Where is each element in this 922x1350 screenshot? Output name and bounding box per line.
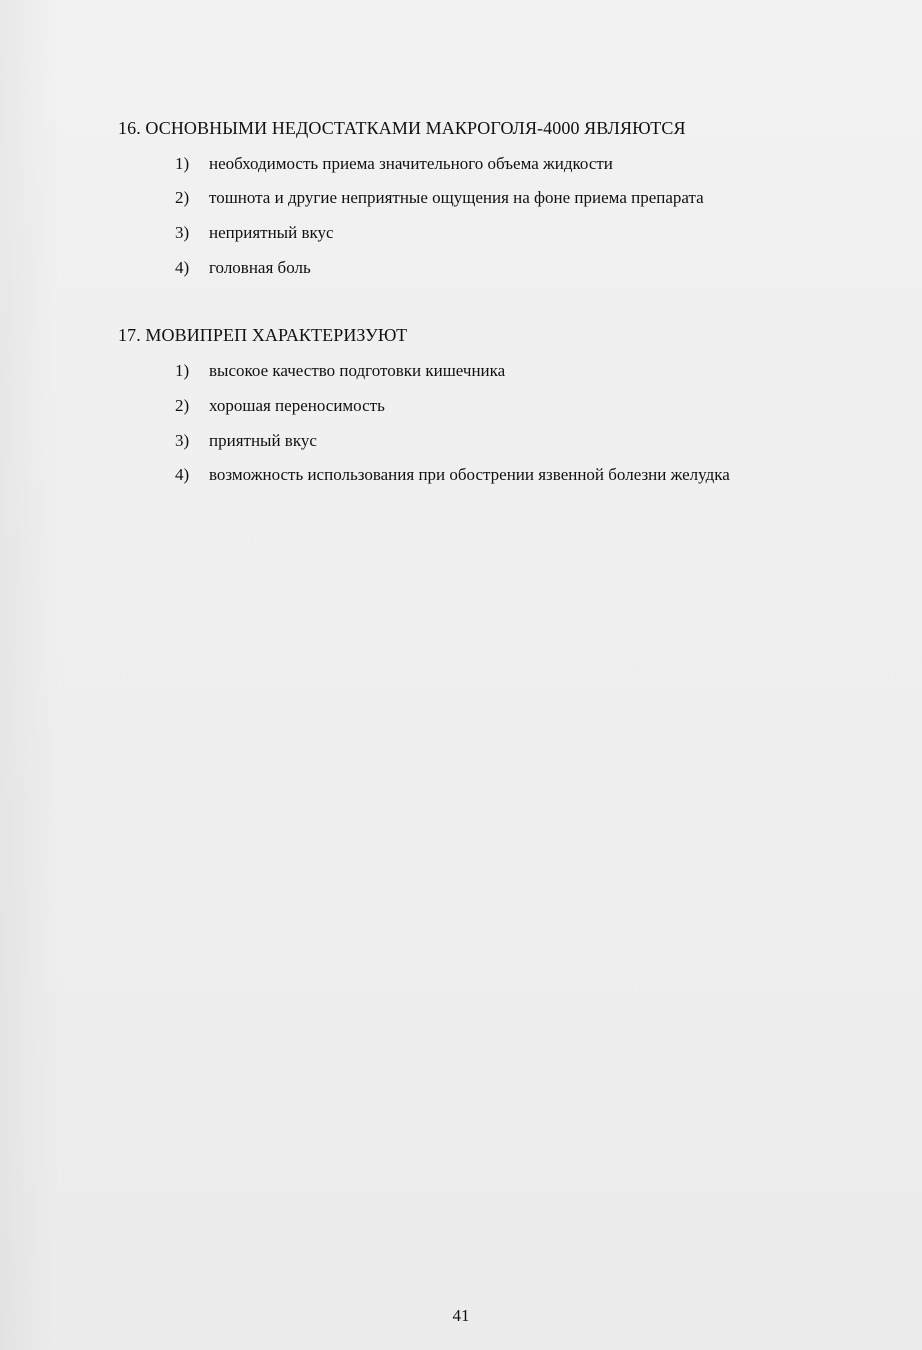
option-number: 2)	[175, 396, 190, 415]
question-title: 16. ОСНОВНЫМИ НЕДОСТАТКАМИ МАКРОГОЛЯ-4000 ЯВЛЯЮТСЯ	[118, 118, 686, 138]
option-text: головная боль	[209, 258, 311, 277]
option-text: необходимость приема значительного объема жидкости	[209, 154, 613, 173]
option-text: неприятный вкус	[209, 223, 334, 242]
answer-option	[175, 258, 311, 278]
option-number: 1)	[175, 154, 190, 173]
option-text: приятный вкус	[209, 431, 317, 450]
option-number: 4)	[175, 465, 190, 484]
option-number: 4)	[175, 258, 190, 277]
question-title: 17. МОВИПРЕП ХАРАКТЕРИЗУЮТ	[118, 325, 408, 345]
answer-option	[175, 223, 334, 243]
option-number: 2)	[175, 188, 190, 207]
answer-option	[175, 396, 385, 416]
option-text: тошнота и другие неприятные ощущения на фоне приема препарата	[209, 188, 704, 207]
scan-edge-shadow	[0, 0, 60, 1350]
answer-option	[175, 431, 317, 451]
option-text: возможность использования при обострении язвенной болезни желудка	[209, 465, 730, 484]
answer-option	[175, 154, 613, 174]
option-number: 1)	[175, 361, 190, 380]
option-number: 3)	[175, 431, 190, 450]
answer-option	[175, 188, 704, 208]
option-number: 3)	[175, 223, 190, 242]
answer-option	[175, 465, 730, 485]
option-text: высокое качество подготовки кишечника	[209, 361, 506, 380]
option-text: хорошая переносимость	[209, 396, 385, 415]
page-number: 41	[452, 1306, 470, 1325]
answer-option	[175, 361, 505, 381]
